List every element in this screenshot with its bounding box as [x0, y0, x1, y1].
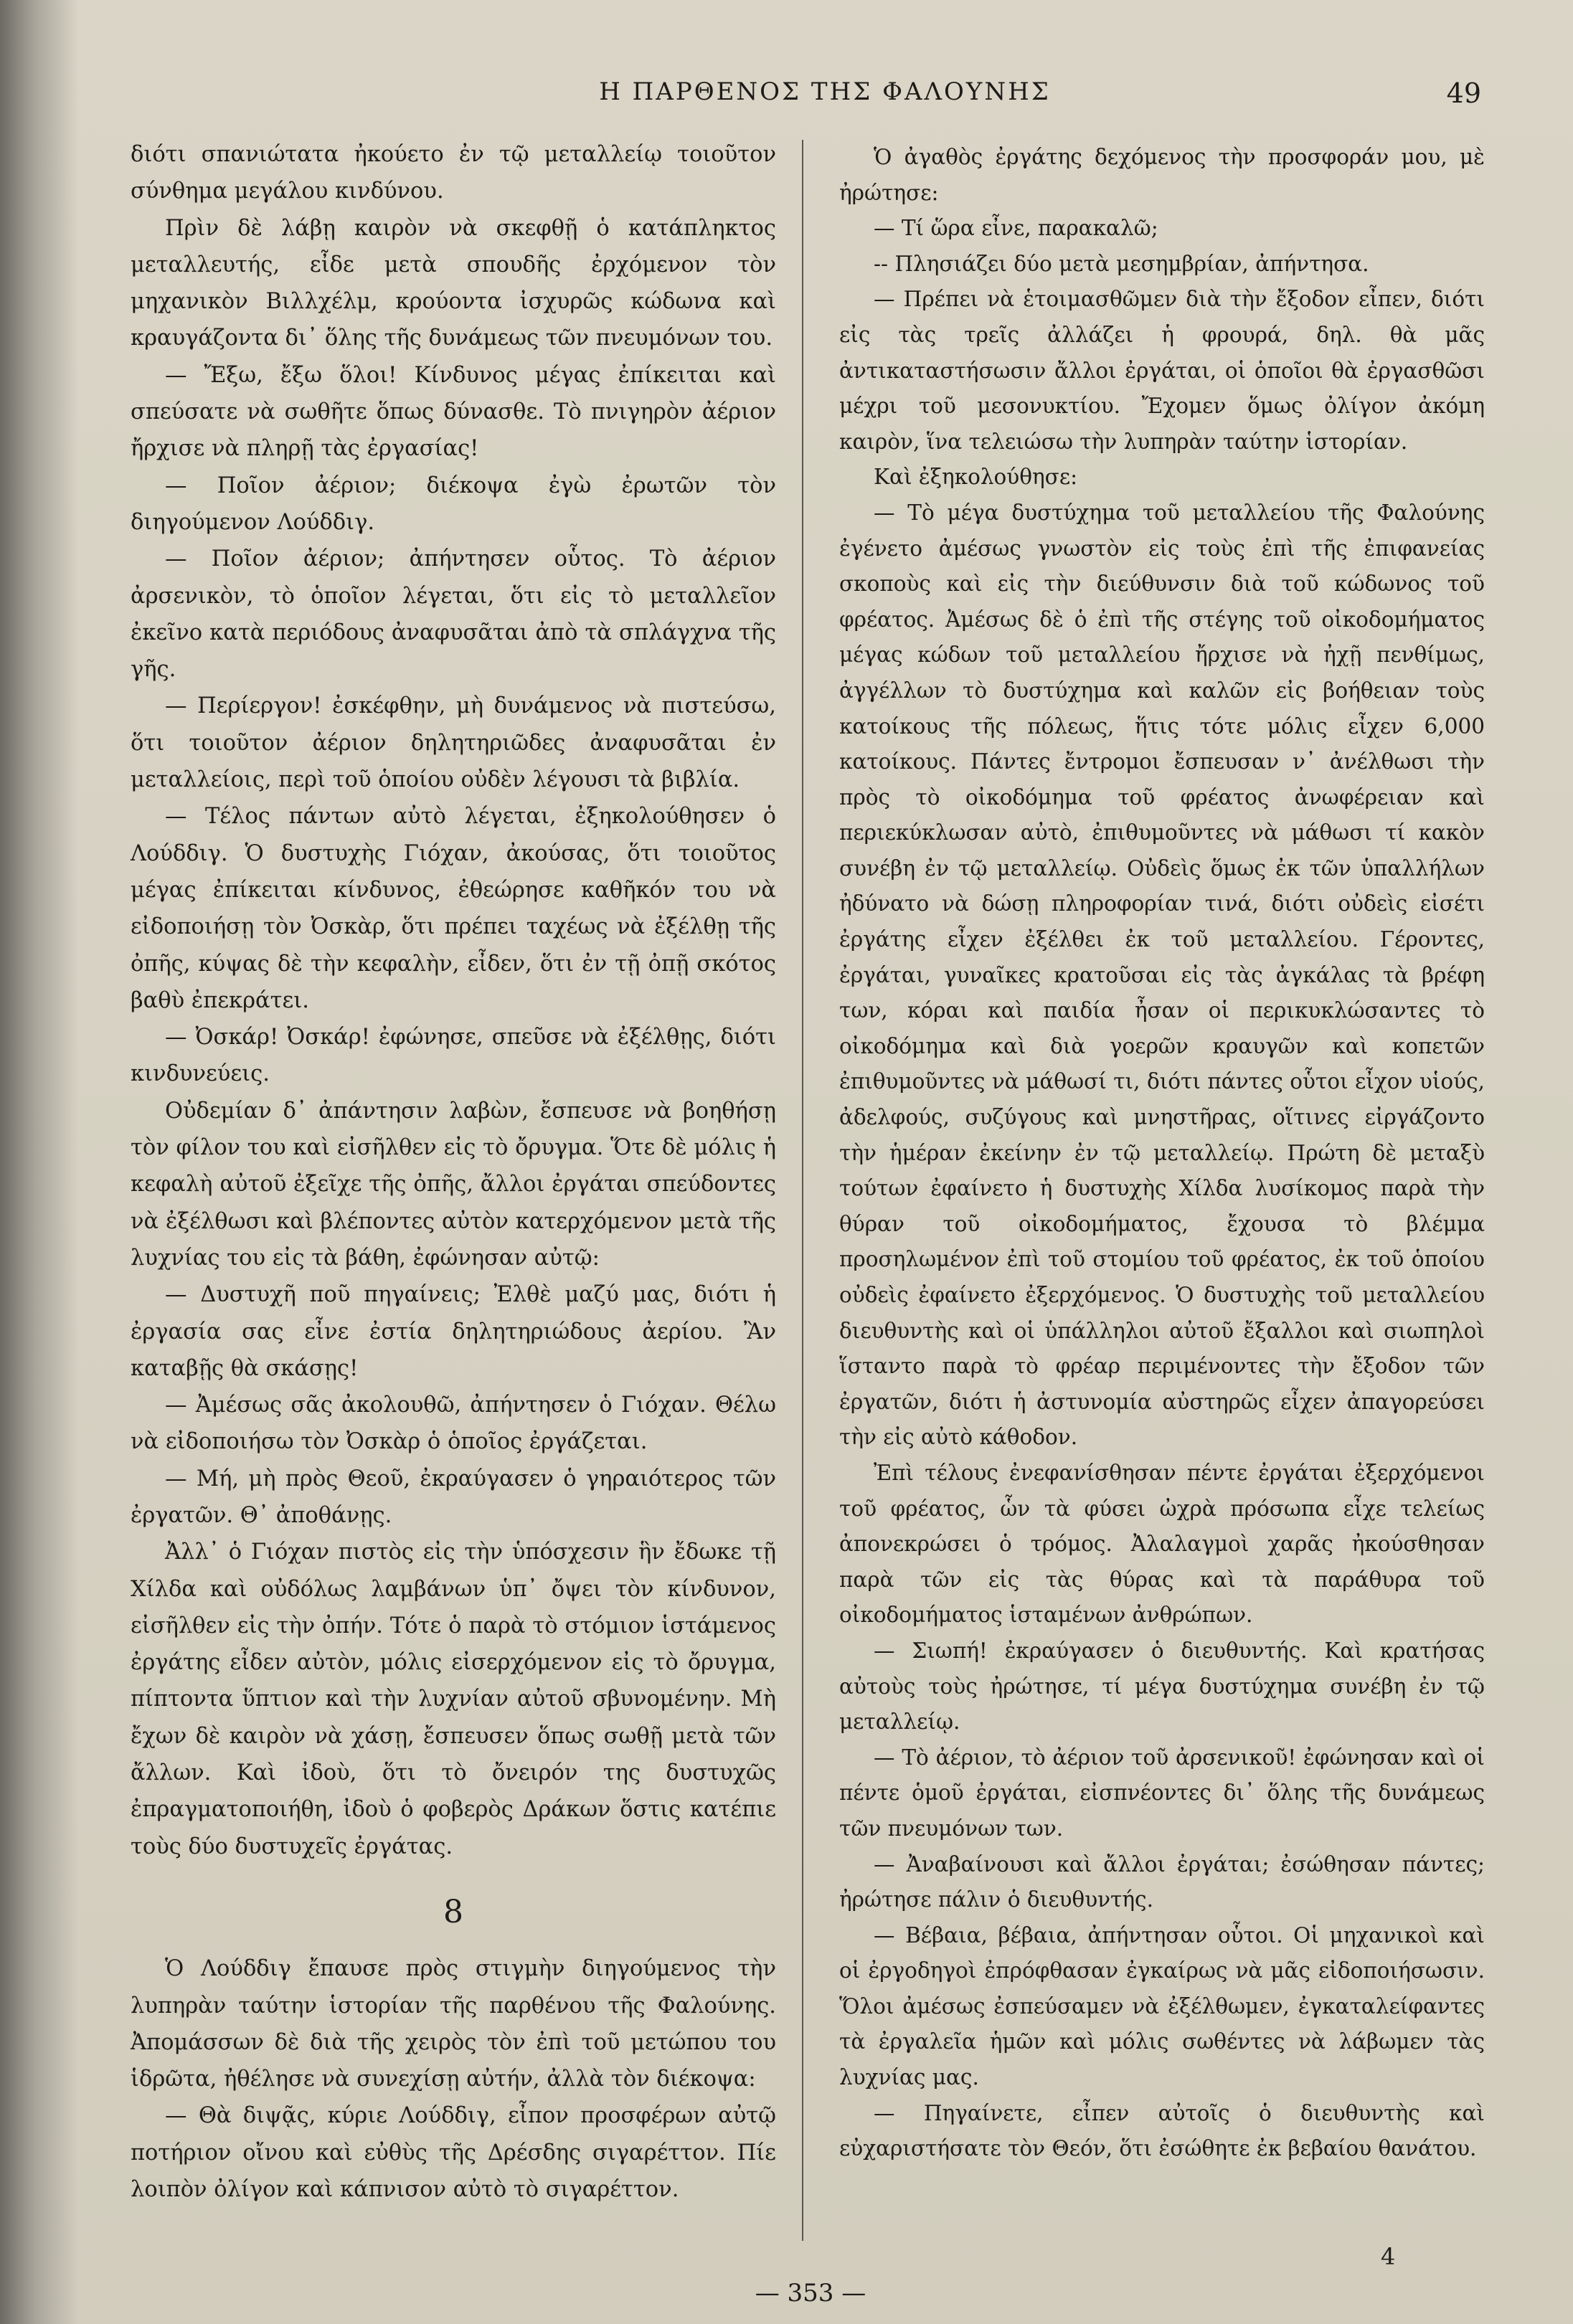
paragraph: — Βέβαια, βέβαια, ἀπήντησαν οὗτοι. Οἱ μηχανικοὶ καὶ οἱ ἐργοδηγοὶ ἐπρόφθασαν ἐγκαίρως νὰ μᾶς εἰδοποιήσωσιν. Ὅλοι ἀμέσως ἐσπεύσαμεν νὰ ἐξέλθωμεν, ἐγκαταλείφαντες τὰ ἐργαλεῖα ἡμῶν καὶ μόλις σωθέντες νὰ λάβωμεν τὰς λυχνίας μας. [839, 1922, 1485, 2090]
paragraph: Ἐπὶ τέλους ἐνεφανίσθησαν πέντε ἐργάται ἐξερχόμενοι τοῦ φρέατος, ὧν τὰ φύσει ὠχρὰ πρόσωπα εἶχε τελείως ἀπονεκρώσει ὁ τρόμος. Ἀλαλαγμοὶ χαρᾶς ἠκούσθησαν παρὰ τῶν εἰς τὰς θύρας καὶ τὰ παράθυρα τοῦ οἰκοδομήματος ἱσταμένων ἀνθρώπων. [839, 1460, 1485, 1628]
paragraph: Οὐδεμίαν δ᾽ ἀπάντησιν λαβὼν, ἔσπευσε νὰ βοηθήσῃ τὸν φίλον του καὶ εἰσῆλθεν εἰς τὸ ὄρυγμα. Ὅτε δὲ μόλις ἡ κεφαλὴ αὐτοῦ ἐξεῖχε τῆς ὀπῆς, ἄλλοι ἐργάται σπεύδοντες νὰ ἐξέλθωσι καὶ βλέποντες αὐτὸν κατερχόμενον μετὰ τῆς λυχνίας του εἰς τὰ βάθη, ἐφώνησαν αὐτῷ: [131, 1098, 776, 1271]
paragraph: — Ποῖον ἀέριον; ἀπήντησεν οὗτος. Τὸ ἀέριον ἀρσενικὸν, τὸ ὁποῖον λέγεται, ὅτι εἰς τὸ μεταλλεῖον ἐκεῖνο κατὰ περιόδους ἀναφυσᾶται ἀπὸ τὰ σπλάγχνα τῆς γῆς. [131, 546, 776, 683]
page-number: 49 [1446, 77, 1481, 109]
paragraph: — Μή, μὴ πρὸς Θεοῦ, ἐκραύγασεν ὁ γηραιότερος τῶν ἐργατῶν. Θ᾽ ἀποθάνῃς. [131, 1466, 776, 1528]
paragraph: — Σιωπή! ἐκραύγασεν ὁ διευθυντής. Καὶ κρατήσας αὐτοὺς τοὺς ἠρώτησε, τί μέγα δυστύχημα συνέβη ἐν τῷ μεταλλείῳ. [839, 1638, 1485, 1735]
signature-mark: 4 [1381, 2243, 1396, 2270]
paragraph: — Τέλος πάντων αὐτὸ λέγεται, ἐξηκολούθησεν ὁ Λούδδιγ. Ὁ δυστυχὴς Γιόχαν, ἀκούσας, ὅτι τοιοῦτος μέγας ἐπίκειται κίνδυνος, ἐθεώρησε καθῆκόν του νὰ εἰδοποιήσῃ τὸν Ὀσκὰρ, ὅτι πρέπει ταχέως νὰ ἐξέλθῃ τῆς ὀπῆς, κύψας δὲ τὴν κεφαλὴν, εἶδεν, ὅτι ἐν τῇ ὀπῇ σκότος βαθὺ ἐπεκράτει. [131, 804, 776, 1013]
paragraph: — Θὰ διψᾷς, κύριε Λούδδιγ, εἶπον προσφέρων αὐτῷ ποτήριον οἴνου καὶ εὐθὺς τῆς Δρέσδης σιγαρέττον. Πίε λοιπὸν ὀλίγον καὶ κάπνισον αὐτὸ τὸ σιγαρέττον. [131, 2103, 776, 2203]
right-column [839, 140, 1485, 2167]
paragraph: — Ἀναβαίνουσι καὶ ἄλλοι ἐργάται; ἐσώθησαν πάντες; ἠρώτησε πάλιν ὁ διευθυντής. [839, 1851, 1485, 1912]
left-column [131, 136, 776, 2208]
paragraph: — Πηγαίνετε, εἶπεν αὐτοῖς ὁ διευθυντὴς καὶ εὐχαριστήσατε τὸν Θεόν, ὅτι ἐσώθητε ἐκ βεβαίου θανάτου. [839, 2100, 1485, 2161]
paragraph: Καὶ ἐξηκολούθησε: [874, 465, 1078, 490]
paragraph: — Ὀσκάρ! Ὀσκάρ! ἐφώνησε, σπεῦσε νὰ ἐξέλθῃς, διότι κινδυνεύεις. [131, 1025, 776, 1087]
paragraph: — Ποῖον ἀέριον; διέκοψα ἐγὼ ἐρωτῶν τὸν διηγούμενον Λούδδιγ. [131, 473, 776, 535]
paragraph: Ἀλλ᾽ ὁ Γιόχαν πιστὸς εἰς τὴν ὑπόσχεσιν ἣν ἔδωκε τῇ Χίλδα καὶ οὐδόλως λαμβάνων ὑπ᾽ ὄψει τὸν κίνδυνον, εἰσῆλθεν εἰς τὴν ὀπήν. Τότε ὁ παρὰ τὸ στόμιον ἱστάμενος ἐργάτης εἶδεν αὐτὸν, μόλις εἰσερχόμενον εἰς τὸ ὄρυγμα, πίπτοντα ὕπτιον καὶ τὴν λυχνίαν αὐτοῦ σβυνομένην. Μὴ ἔχων δὲ καιρὸν νὰ χάσῃ, ἔσπευσεν ὅπως σωθῇ μετὰ τῶν ἄλλων. Καὶ ἰδοὺ, ὅτι τὸ ὄνειρόν της δυστυχῶς ἐπραγματοποιήθη, ἰδοὺ ὁ φοβερὸς Δράκων ὅστις κατέπιε τοὺς δύο δυστυχεῖς ἐργάτας. [131, 1540, 776, 1859]
paragraph: — Τὸ ἀέριον, τὸ ἀέριον τοῦ ἀρσενικοῦ! ἐφώνησαν καὶ οἱ πέντε ὁμοῦ ἐργάται, εἰσπνέοντες δι᾽ ὅλης τῆς δυνάμεως τῶν πνευμόνων των. [839, 1745, 1485, 1841]
section-number: 8 [443, 1893, 463, 1930]
paragraph: — Περίεργον! ἐσκέφθην, μὴ δυνάμενος νὰ πιστεύσω, ὅτι τοιοῦτον ἀέριον δηλητηριῶδες ἀναφυσᾶται ἐν μεταλλείοις, περὶ τοῦ ὁποίου οὐδὲν λέγουσι τὰ βιβλία. [131, 693, 776, 793]
paragraph: διότι σπανιώτατα ἠκούετο ἐν τῷ μεταλλείῳ τοιοῦτον σύνθημα μεγάλου κινδύνου. [131, 142, 776, 204]
paragraph: Ὁ ἀγαθὸς ἐργάτης δεχόμενος τὴν προσφοράν μου, μὲ ἠρώτησε: [839, 145, 1485, 205]
paragraph: Πρὶν δὲ λάβῃ καιρὸν νὰ σκεφθῇ ὁ κατάπληκτος μεταλλευτής, εἶδε μετὰ σπουδῆς ἐρχόμενον τὸν μηχανικὸν Βιλλχέλμ, κρούοντα ἰσχυρῶς κώδωνα καὶ κραυγάζοντα δι᾽ ὅλης τῆς δυνάμεως τῶν πνευμόνων του. [131, 215, 776, 351]
paragraph: — Ἀμέσως σᾶς ἀκολουθῶ, ἀπήντησεν ὁ Γιόχαν. Θέλω νὰ εἰδοποιήσω τὸν Ὀσκὰρ ὁ ὁποῖος ἐργάζεται. [131, 1393, 776, 1455]
paragraph: Ὁ Λούδδιγ ἔπαυσε πρὸς στιγμὴν διηγούμενος τὴν λυπηρὰν ταύτην ἱστορίαν τῆς παρθένου τῆς Φαλούνης. Ἀπομάσσων δὲ διὰ τῆς χειρὸς τὸν ἐπὶ τοῦ μετώπου του ἱδρῶτα, ἠθέλησε νὰ συνεχίσῃ αὐτήν, ἀλλὰ τὸν διέκοψα: [131, 1956, 776, 2092]
column-divider [802, 140, 803, 2241]
binding-shadow [0, 0, 79, 2324]
paragraph: — Πρέπει νὰ ἑτοιμασθῶμεν διὰ τὴν ἔξοδον εἶπεν, διότι εἰς τὰς τρεῖς ἀλλάζει ἡ φρουρά, δηλ. θὰ μᾶς ἀντικαταστήσωσιν ἄλλοι ἐργάται, οἱ ὁποῖοι θὰ ἐργασθῶσι μέχρι τοῦ μεσονυκτίου. Ἔχομεν ὅμως ὀλίγον ἀκόμη καιρὸν, ἵνα τελειώσω τὴν λυπηρὰν ταύτην ἱστορίαν. [839, 287, 1485, 454]
footer-page-number: — 353 — [755, 2279, 866, 2308]
paragraph: — Δυστυχῆ ποῦ πηγαίνεις; Ἐλθὲ μαζύ μας, διότι ἡ ἐργασία σας εἶνε ἐστία δηλητηριώδους ἀερίου. Ἂν καταβῇς θὰ σκάσῃς! [131, 1282, 776, 1381]
running-head: Η ΠΑΡΘΕΝΟΣ ΤΗΣ ΦΑΛΟΥΝΗΣ [599, 77, 1051, 106]
paragraph: — Τί ὥρα εἶνε, παρακαλῶ; [874, 216, 1158, 241]
paragraph: -- Πλησιάζει δύο μετὰ μεσημβρίαν, ἀπήντησα. [874, 251, 1369, 276]
paragraph: — Τὸ μέγα δυστύχημα τοῦ μεταλλείου τῆς Φαλούνης ἐγένετο ἀμέσως γνωστὸν εἰς τοὺς ἐπὶ τῆς ἐπιφανείας σκοποὺς καὶ εἰς τὴν διεύθυνσιν διὰ τοῦ κώδωνος τοῦ φρέατος. Ἀμέσως δὲ ὁ ἐπὶ τῆς στέγης τοῦ οἰκοδομήματος μέγας κώδων τοῦ μεταλλείου ἤρχισε νὰ ἠχῇ πενθίμως, ἀγγέλλων τὸ δυστύχημα καὶ καλῶν εἰς βοήθειαν τοὺς κατοίκους τῆς πόλεως, ἥτις τότε μόλις εἶχεν 6,000 κατοίκους. Πάντες ἔντρομοι ἔσπευσαν ν᾽ ἀνέλθωσι τὴν πρὸς τὸ οἰκοδόμημα τοῦ φρέατος ἀνωφέρειαν καὶ περιεκύκλωσαν αὐτὸ, ἐπιθυμοῦντες νὰ μάθωσι τί κακὸν συνέβη ἐν τῷ μεταλλείῳ. Οὐδεὶς ὅμως ἐκ τῶν ὑπαλλήλων ἠδύνατο νὰ δώσῃ πληροφορίαν τινά, διότι οὐδεὶς εἰσέτι ἐργάτης εἶχεν ἐξέλθει ἐκ τοῦ μεταλλείου. Γέροντες, ἐργάται, γυναῖκες κρατοῦσαι εἰς τὰς ἀγκάλας τὰ βρέφη των, κόραι καὶ παιδία ἦσαν οἱ περικυκλώσαντες τὸ οἰκοδόμημα καὶ διὰ γοερῶν κραυγῶν καὶ κοπετῶν ἐπιθυμοῦντες νὰ μάθωσί τι, διότι πάντες οὗτοι εἶχον υἱούς, ἀδελφούς, συζύγους καὶ μνηστῆρας, οἵτινες εἰργάζοντο τὴν ἡμέραν ἐκείνην ἐν τῷ μεταλλείῳ. Πρώτη δὲ μεταξὺ τούτων ἐφαίνετο ἡ δυστυχὴς Χίλδα λυσίκομος παρὰ τὴν θύραν τοῦ οἰκοδομήματος, ἔχουσα τὸ βλέμμα προσηλωμένον ἐπὶ τοῦ στομίου τοῦ φρέατος, ἐκ τοῦ ὁποίου οὐδεὶς ἐφαίνετο ἐξερχόμενος. Ὁ δυστυχὴς τοῦ μεταλλείου διευθυντὴς καὶ οἱ ὑπάλληλοι αὐτοῦ ἔξαλλοι καὶ σιωπηλοὶ ἵσταντο παρὰ τὸ φρέαρ περιμένοντες τὴν ἔξοδον τῶν ἐργατῶν, διότι ἡ ἀστυνομία αὐστηρῶς εἶχεν ἀπαγορεύσει τὴν εἰς αὐτὸ κάθοδον. [839, 500, 1485, 1450]
paragraph: — Ἔξω, ἔξω ὅλοι! Κίνδυνος μέγας ἐπίκειται καὶ σπεύσατε νὰ σωθῆτε ὅπως δύνασθε. Τὸ πνιγηρὸν ἀέριον ἤρχισε νὰ πληρῇ τὰς ἐργασίας! [131, 362, 776, 462]
